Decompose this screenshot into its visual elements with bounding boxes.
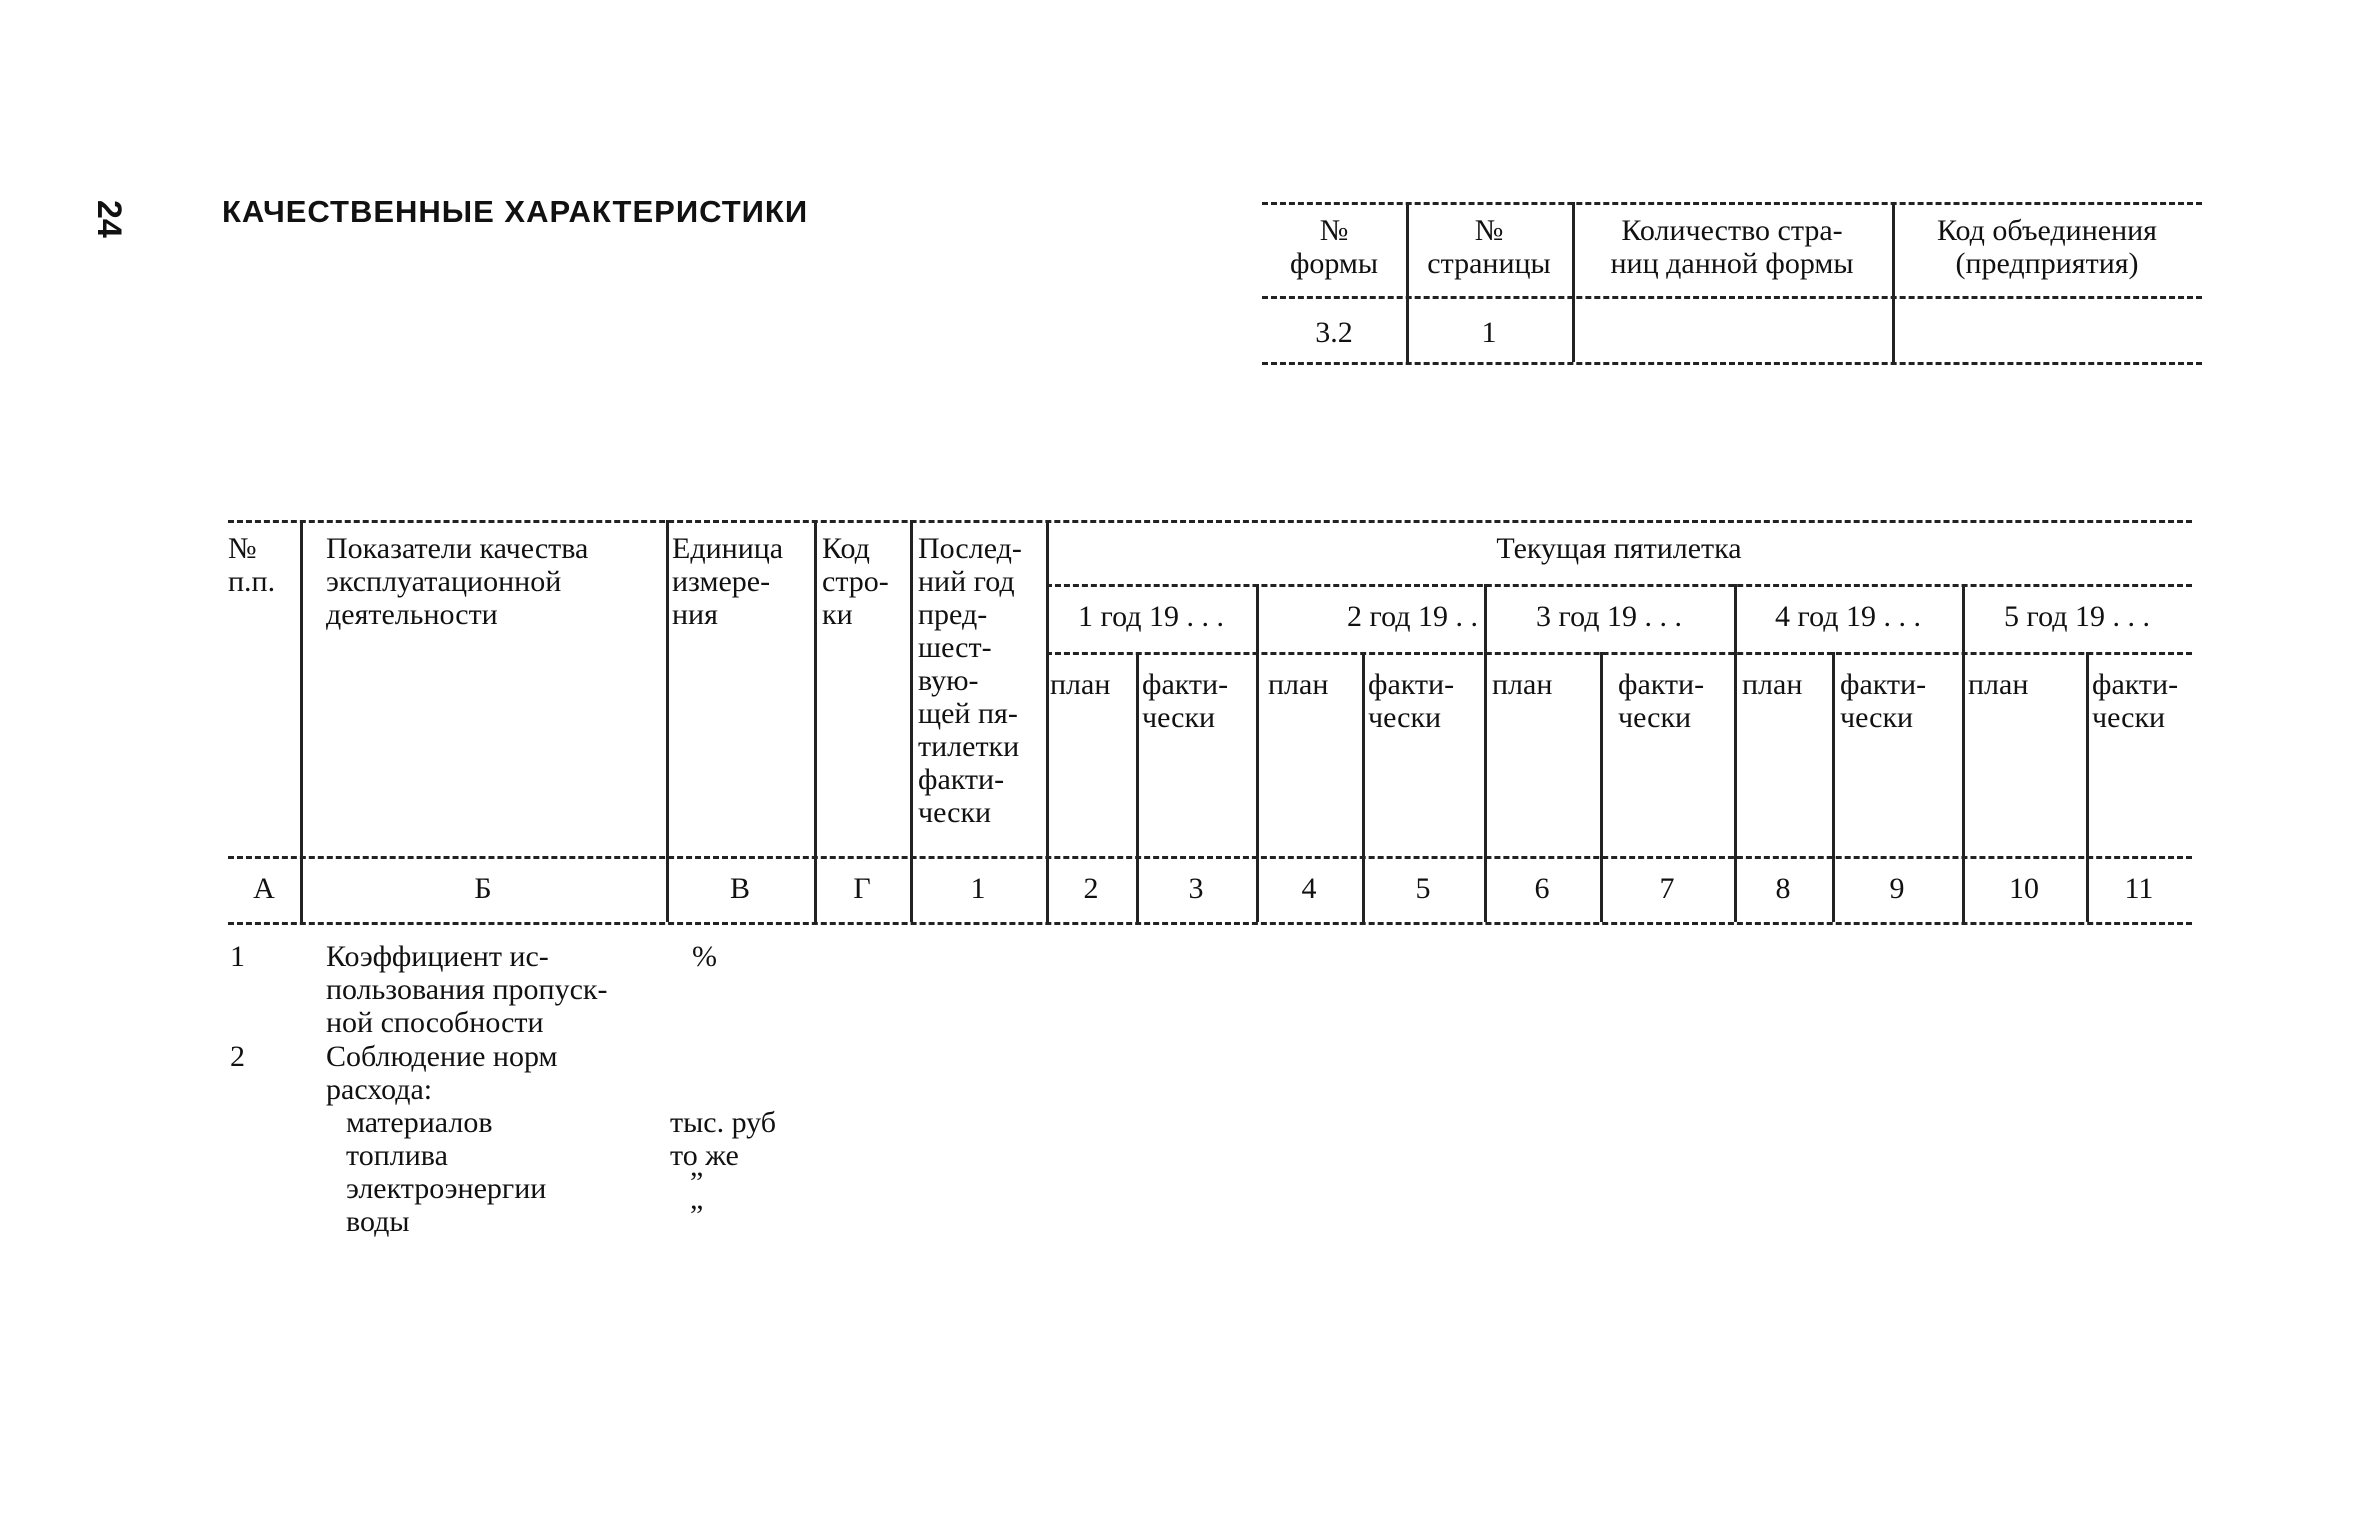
organization-code-header: Код объединения (предприятия) [1937, 214, 2157, 280]
index-cell: В [729, 872, 750, 905]
index-cell: А [253, 872, 275, 905]
col-header-current-five-year: Текущая пятилетка [1496, 532, 1742, 565]
col-header-code: Код стро- ки [822, 532, 889, 631]
col-header-indicator: Показатели качества эксплуатационной деятельности [326, 532, 589, 631]
fact-header-4: факти- чески [1840, 668, 1927, 734]
index-cell: 11 [2124, 872, 2154, 905]
year-header-1: 1 год 19 . . . [1078, 600, 1224, 633]
subrow-indicator: воды [346, 1205, 410, 1238]
plan-header-3: план [1492, 668, 1553, 701]
subrow-unit: ” [690, 1166, 704, 1199]
index-cell: 6 [1534, 872, 1550, 905]
col-header-num: № п.п. [228, 532, 276, 598]
page-number-value: 1 [1481, 316, 1497, 349]
subrow-indicator: материалов [346, 1106, 493, 1139]
row-indicator: Коэффициент ис- пользования пропуск- ной способности [326, 940, 608, 1039]
plan-header-1: план [1050, 668, 1111, 701]
index-cell: 8 [1775, 872, 1791, 905]
subrow-unit: то же [670, 1139, 739, 1172]
index-cell: 5 [1415, 872, 1431, 905]
year-header-3: 3 год 19 . . . [1536, 600, 1682, 633]
fact-header-5: факти- чески [2092, 668, 2179, 734]
index-cell: 7 [1659, 872, 1675, 905]
page-count-header: Количество стра- ниц данной формы [1610, 214, 1854, 280]
row-number: 2 [230, 1040, 245, 1073]
form-number-value: 3.2 [1315, 316, 1353, 349]
fact-header-2: факти- чески [1368, 668, 1455, 734]
row-number: 1 [230, 940, 245, 973]
plan-header-5: план [1968, 668, 2029, 701]
page-title: КАЧЕСТВЕННЫЕ ХАРАКТЕРИСТИКИ [222, 194, 809, 229]
index-cell: Б [474, 872, 492, 905]
form-number-header: № формы [1289, 214, 1379, 280]
row-indicator: Соблюдение норм расхода: [326, 1040, 558, 1106]
index-cell: 4 [1301, 872, 1317, 905]
index-cell: 10 [2009, 872, 2039, 905]
page-number: 24 [90, 200, 128, 238]
year-header-5: 5 год 19 . . . [2004, 600, 2150, 633]
fact-header-3: факти- чески [1618, 668, 1705, 734]
index-cell: 1 [970, 872, 986, 905]
subrow-unit: ” [690, 1199, 704, 1232]
index-cell: Г [853, 872, 871, 905]
page-number-header: № страницы [1427, 214, 1551, 280]
col-header-last-year: Послед- ний год пред- шест- вую- щей пя- тилетки факти- чески [918, 532, 1022, 829]
index-cell: 9 [1889, 872, 1905, 905]
subrow-unit: тыс. руб [670, 1106, 777, 1139]
subrow-indicator: электроэнергии [346, 1172, 547, 1205]
index-cell: 3 [1188, 872, 1204, 905]
year-header-2: 2 год 19 . . [1347, 600, 1478, 633]
index-cell: 2 [1083, 872, 1099, 905]
plan-header-2: план [1268, 668, 1329, 701]
row-unit: % [692, 940, 717, 973]
subrow-indicator: топлива [346, 1139, 448, 1172]
plan-header-4: план [1742, 668, 1803, 701]
col-header-unit: Единица измере- ния [672, 532, 784, 631]
year-header-4: 4 год 19 . . . [1775, 600, 1921, 633]
fact-header-1: факти- чески [1142, 668, 1229, 734]
